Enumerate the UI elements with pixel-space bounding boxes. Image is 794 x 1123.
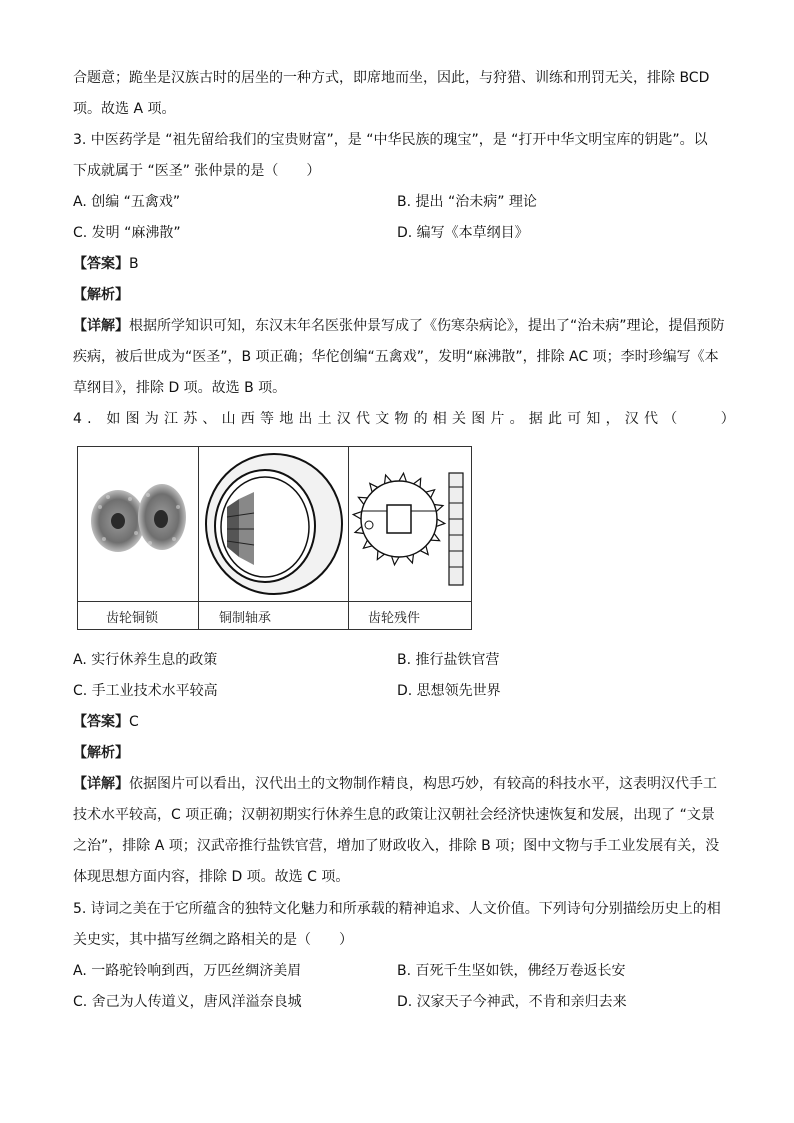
answer-row — [73, 712, 139, 732]
detail-text: 疾病，被后世成为“医圣”，B 项正确；华佗创编“五禽戏”，发明“麻沸散”，排除 AC 项；李时珍编写《本 — [73, 349, 719, 365]
answer-label: 【答案】 — [73, 256, 129, 272]
artifact-figure — [77, 446, 472, 630]
gear-fragment-image — [349, 447, 471, 601]
question-5-stem: 关史实，其中描写丝绸之路相关的是（ ） — [73, 932, 353, 948]
q3-option-d: D. 编写《本草纲目》 — [397, 225, 529, 241]
caption-bearing: 铜制轴承 — [219, 611, 272, 626]
analysis-row — [73, 743, 129, 763]
q4-option-b: B. 推行盐铁官营 — [397, 652, 500, 668]
caption-gear-lock: 齿轮铜锁 — [106, 611, 159, 626]
question-3-stem: 3. 中医药学是 “祖先留给我们的宝贵财富”，是 “中华民族的瑰宝”，是 “打开中华文明宝库的钥匙”。以 — [73, 132, 708, 148]
detail-text: 体现思想方面内容，排除 D 项。故选 C 项。 — [73, 869, 350, 885]
detail-text: 技术水平较高，C 项正确；汉朝初期实行休养生息的政策让汉朝社会经济快速恢复和发展，出现了 “文景 — [73, 807, 715, 823]
detail-text: 之治”，排除 A 项；汉武帝推行盐铁官营，增加了财政收入，排除 B 项；图中文物与手工业发展有关，没 — [73, 838, 720, 854]
question-3-stem: 下成就属于 “医圣” 张仲景的是（ ） — [73, 163, 321, 179]
caption-gear-fragment: 齿轮残件 — [368, 611, 421, 626]
detail-text: 依据图片可以看出，汉代出土的文物制作精良，构思巧妙，有较高的科技水平，这表明汉代手工 — [129, 776, 717, 792]
q5-option-a: A. 一路驼铃响到西，万匹丝绸济美眉 — [73, 963, 302, 979]
q5-option-b: B. 百死千生坚如铁，佛经万卷返长安 — [397, 963, 626, 979]
detail-row — [73, 316, 725, 336]
analysis-label: 【解析】 — [73, 745, 129, 761]
detail-label: 【详解】 — [73, 318, 129, 334]
q4-option-a: A. 实行休养生息的政策 — [73, 652, 218, 668]
detail-text: 根据所学知识可知，东汉末年名医张仲景写成了《伤寒杂病论》，提出了“治未病”理论，提倡预防 — [129, 318, 725, 334]
gear-lock-image — [78, 447, 198, 601]
analysis-label: 【解析】 — [73, 287, 129, 303]
question-4-stem: 4. 如图为江苏、山西等地出土汉代文物的相关图片。据此可知，汉代（ ） — [73, 411, 741, 427]
answer-value: C — [129, 714, 139, 730]
bearing-image — [199, 447, 349, 601]
q4-option-c: C. 手工业技术水平较高 — [73, 683, 218, 699]
detail-label: 【详解】 — [73, 776, 129, 792]
answer-label: 【答案】 — [73, 714, 129, 730]
q5-option-c: C. 舍己为人传道义，唐风洋溢奈良城 — [73, 994, 302, 1010]
q3-option-c: C. 发明 “麻沸散” — [73, 225, 181, 241]
q3-option-a: A. 创编 “五禽戏” — [73, 194, 181, 210]
analysis-row — [73, 285, 129, 305]
question-5-stem: 5. 诗词之美在于它所蕴含的独特文化魅力和所承载的精神追求、人文价值。下列诗句分别描绘历史上的相 — [73, 901, 721, 917]
detail-text: 草纲目》，排除 D 项。故选 B 项。 — [73, 380, 287, 396]
answer-value: B — [129, 256, 139, 272]
q4-option-d: D. 思想领先世界 — [397, 683, 501, 699]
detail-row — [73, 774, 717, 794]
text-line: 项。故选 A 项。 — [73, 101, 176, 117]
q3-option-b: B. 提出 “治未病” 理论 — [397, 194, 537, 210]
q5-option-d: D. 汉家天子今神武，不肯和亲归去来 — [397, 994, 627, 1010]
answer-row — [73, 254, 139, 274]
text-line: 合题意；跪坐是汉族古时的居坐的一种方式，即席地而坐，因此，与狩猎、训练和刑罚无关，排除 BCD — [73, 70, 710, 86]
